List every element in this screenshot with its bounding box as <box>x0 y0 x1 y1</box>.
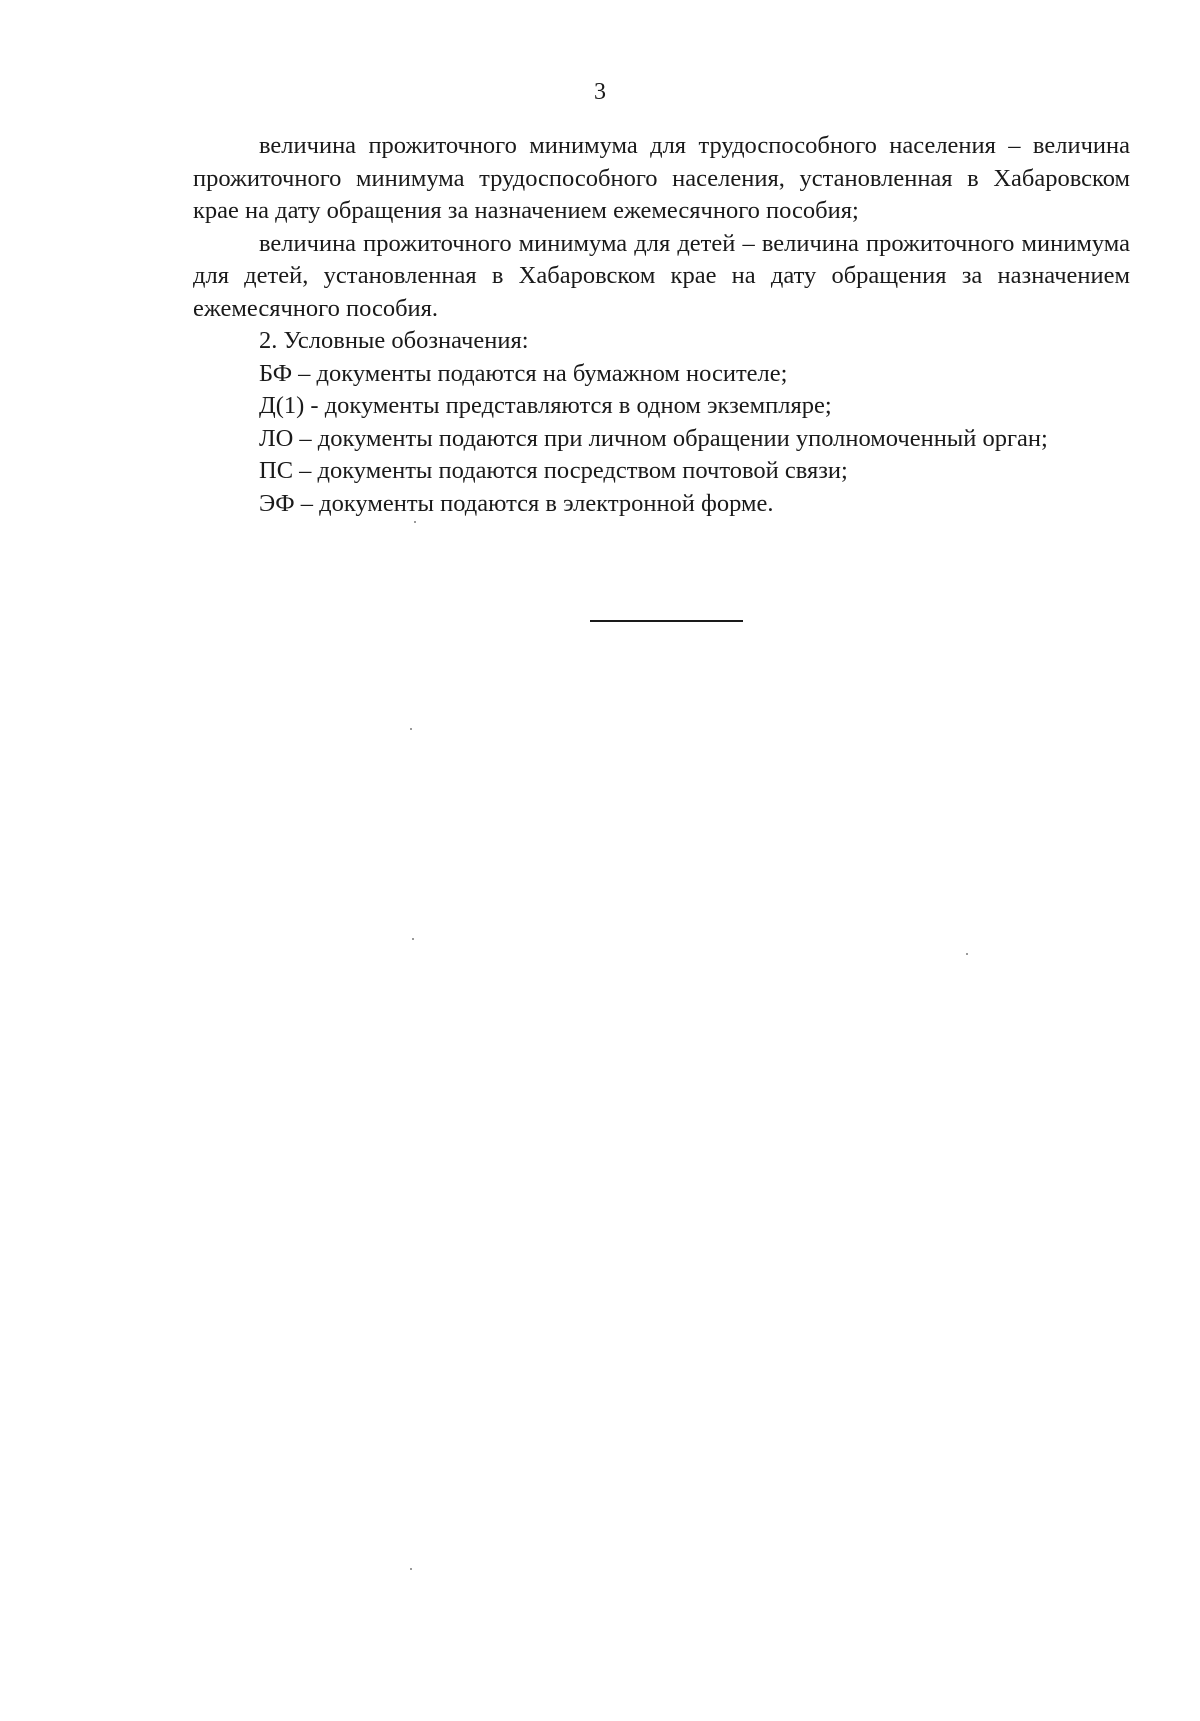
scan-speck <box>410 728 412 730</box>
legend-item-d1: Д(1) - документы представляются в одном экземпляре; <box>259 392 832 419</box>
paragraph-legend-heading: 2. Условные обозначения: <box>259 327 529 354</box>
scan-speck <box>966 953 968 955</box>
paragraph-working-age-minimum: величина прожиточного минимума для трудоспособного населения – величина прожиточного минимума трудоспособного населения, установленная в Хабаровском крае на дату обращения за назначением ежемесячного пособия; <box>193 132 1130 224</box>
legend-item-ps: ПС – документы подаются посредством почтовой связи; <box>259 457 848 484</box>
scan-speck <box>410 1568 412 1570</box>
legend-item-lo: ЛО – документы подаются при личном обращении уполномоченный орган; <box>259 424 1048 452</box>
document-body <box>193 130 1130 520</box>
legend-item-bf: БФ – документы подаются на бумажном носителе; <box>259 359 788 387</box>
page-number: 3 <box>594 79 606 105</box>
scan-speck <box>414 521 416 523</box>
paragraph-children-minimum: величина прожиточного минимума для детей – величина прожиточного минимума для детей, установленная в Хабаровском крае на дату обращения за назначением ежемесячного пособия. <box>193 229 1130 322</box>
end-of-text-rule <box>590 620 743 622</box>
legend-item-ef: ЭФ – документы подаются в электронной форме. <box>259 489 774 517</box>
scan-speck <box>412 938 414 940</box>
